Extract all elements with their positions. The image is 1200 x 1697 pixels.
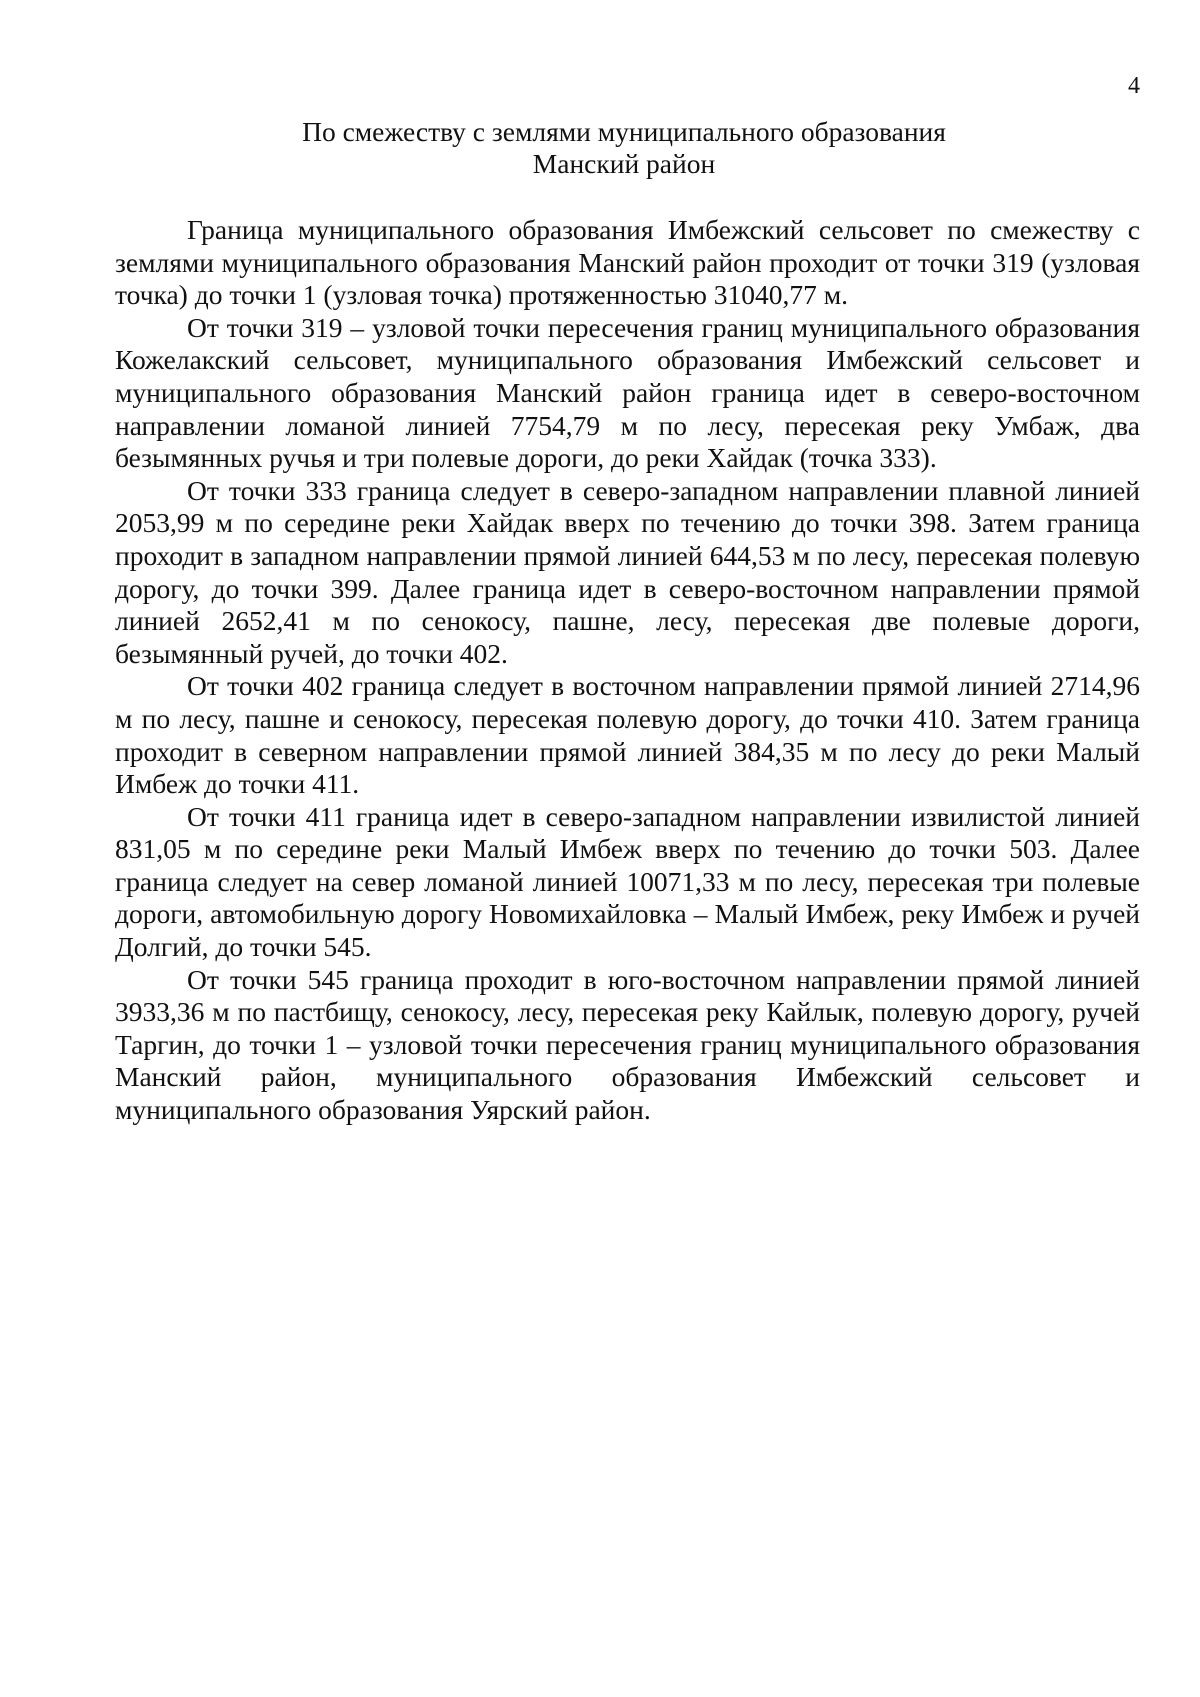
body-text: [115, 214, 1140, 1127]
paragraph: Граница муниципального образования Имбежский сельсовет по смежеству с землями муниципального образования Манский район проходит от точки 319 (узловая точка) до точки 1 (узловая точка) протяженностью 31040,77 м.: [115, 214, 1140, 311]
paragraph: От точки 333 граница следует в северо-западном направлении плавной линией 2053,99 м по середине реки Хайдак вверх по течению до точки 398. Затем граница проходит в западном направлении прямой линией 644,53 м по лесу, пересекая полевую дорогу, до точки 399. Далее граница идет в северо-восточном направлении прямой линией 2652,41 м по сенокосу, пашне, лесу, пересекая две полевые дороги, безымянный ручей, до точки 402.: [115, 474, 1140, 669]
section-heading-line-1: По смежеству с землями муниципального образования: [302, 116, 946, 147]
page-number: 4: [1128, 73, 1140, 99]
section-heading: [110, 116, 1138, 180]
paragraph: От точки 319 – узловой точки пересечения границ муниципального образования Кожелакский сельсовет, муниципального образования Имбежский сельсовет и муниципального образования Манский район граница идет в северо-восточном направлении ломаной линией 7754,79 м по лесу, пересекая реку Умбаж, два безымянных ручья и три полевые дороги, до реки Хайдак (точка 333).: [115, 311, 1140, 474]
paragraph: От точки 411 граница идет в северо-западном направлении извилистой линией 831,05 м по середине реки Малый Имбеж вверх по течению до точки 503. Далее граница следует на север ломаной линией 10071,33 м по лесу, пересекая три полевые дороги, автомобильную дорогу Новомихайловка – Малый Имбеж, реку Имбеж и ручей Долгий, до точки 545.: [115, 800, 1140, 963]
paragraph: От точки 402 граница следует в восточном направлении прямой линией 2714,96 м по лесу, пашне и сенокосу, пересекая полевую дорогу, до точки 410. Затем граница проходит в северном направлении прямой линией 384,35 м по лесу до реки Малый Имбеж до точки 411.: [115, 670, 1140, 800]
section-heading-line-2: Манский район: [532, 148, 716, 179]
paragraph: От точки 545 граница проходит в юго-восточном направлении прямой линией 3933,36 м по пастбищу, сенокосу, лесу, пересекая реку Кайлык, полевую дорогу, ручей Таргин, до точки 1 – узловой точки пересечения границ муниципального образования Манский район, муниципального образования Имбежский сельсовет и муниципального образования Уярский район.: [115, 963, 1140, 1126]
